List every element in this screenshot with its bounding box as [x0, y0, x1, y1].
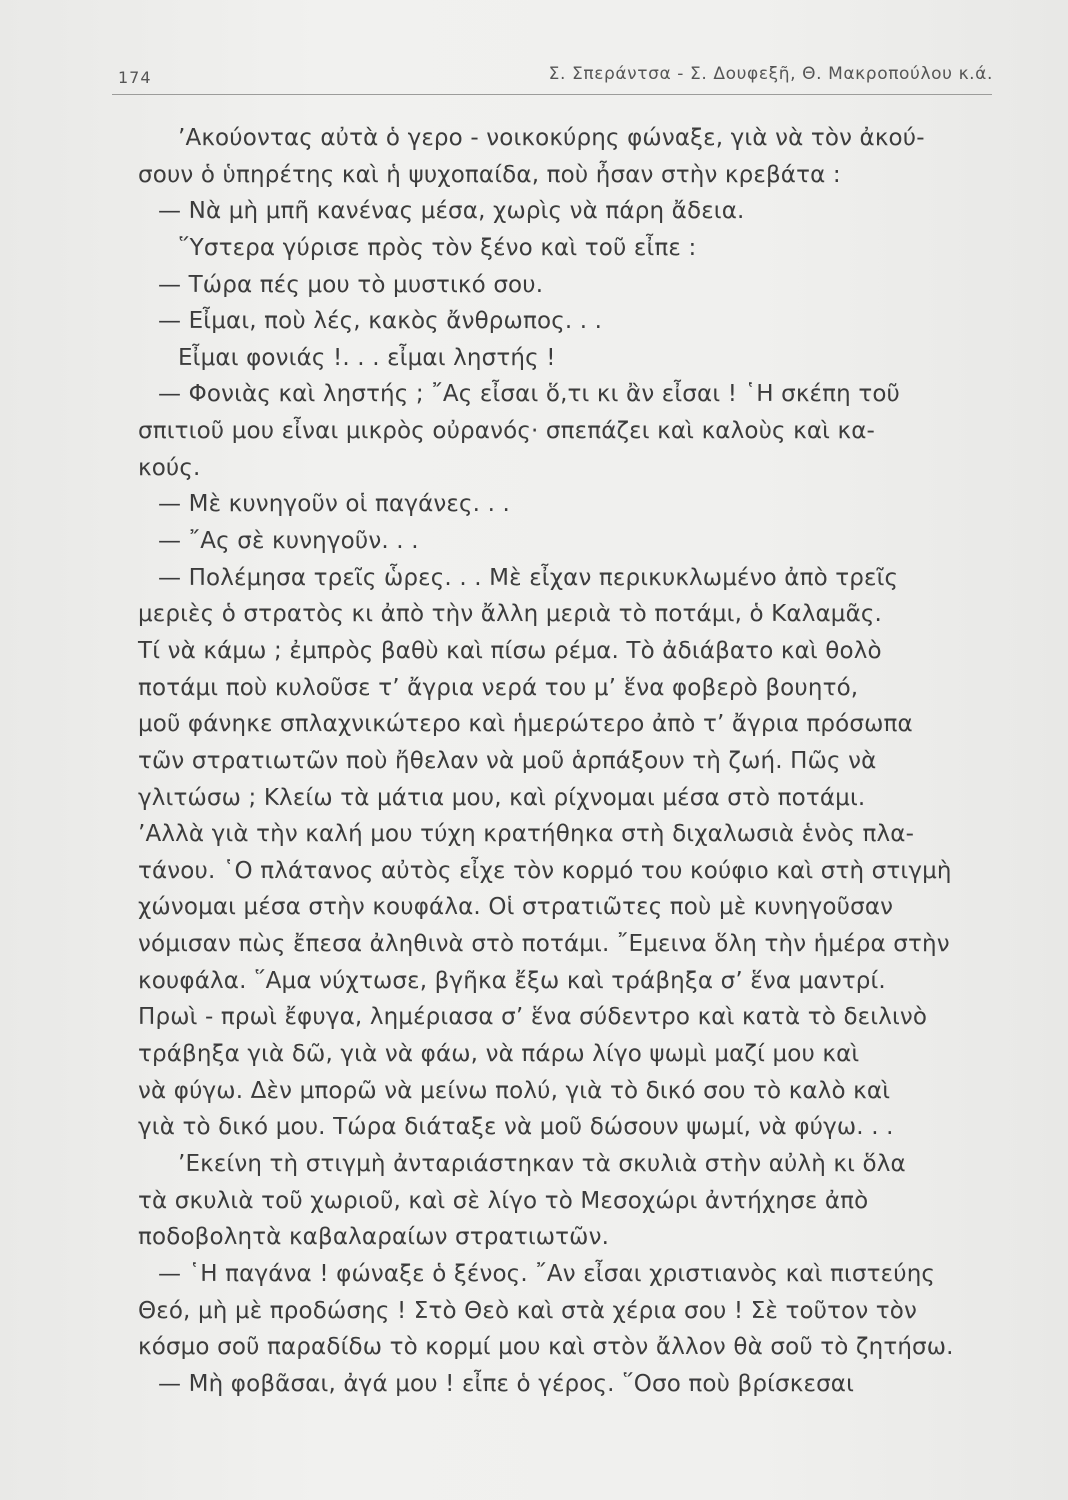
header-rule — [112, 94, 992, 95]
text-line: σουν ὁ ὑπηρέτης καὶ ἡ ψυχοπαίδα, ποὺ ἦσαν στὴν κρεβάτα : — [138, 161, 841, 188]
page-number: 174 — [118, 68, 152, 87]
text-line: τάνου. ῾Ο πλάτανος αὐτὸς εἶχε τὸν κορμό του κούφιο καὶ στὴ στιγμὴ — [138, 857, 952, 884]
text-line: χώνομαι μέσα στὴν κουφάλα. Οἱ στρατιῶτες ποὺ μὲ κυνηγοῦσαν — [138, 894, 894, 921]
text-line: νὰ φύγω. Δὲν μπορῶ νὰ μείνω πολύ, γιὰ τὸ δικό σου τὸ καλὸ καὶ — [138, 1077, 891, 1104]
text-line: κόσμο σοῦ παραδίδω τὸ κορμί μου καὶ στὸν ἄλλον θὰ σοῦ τὸ ζητήσω. — [138, 1334, 954, 1361]
text-line: κούς. — [138, 454, 201, 481]
text-line: — Φονιὰς καὶ ληστής ; ῎Ας εἶσαι ὅ,τι κι ἂν εἶσαι ! ῾Η σκέπη τοῦ — [158, 381, 901, 408]
text-line: Εἶμαι φονιάς !. . . εἶμαι ληστής ! — [178, 344, 556, 371]
body-text — [138, 120, 1008, 1402]
page-header — [118, 60, 993, 94]
text-line: ’Αλλὰ γιὰ τὴν καλή μου τύχη κρατήθηκα στὴ διχαλωσιὰ ἑνὸς πλα- — [138, 821, 915, 848]
text-line: σπιτιοῦ μου εἶναι μικρὸς οὐρανός· σπεπάζει καὶ καλοὺς καὶ κα- — [138, 418, 876, 445]
text-line: μεριὲς ὁ στρατὸς κι ἀπὸ τὴν ἄλλη μεριὰ τὸ ποτάμι, ὁ Καλαμᾶς. — [138, 601, 883, 628]
text-line: ’Εκείνη τὴ στιγμὴ ἀνταριάστηκαν τὰ σκυλιὰ στὴν αὐλὴ κι ὅλα — [178, 1150, 906, 1177]
text-line: — Νὰ μὴ μπῆ κανένας μέσα, χωρὶς νὰ πάρη ἄδεια. — [158, 198, 745, 225]
text-line: ῞Υστερα γύρισε πρὸς τὸν ξένο καὶ τοῦ εἶπε : — [178, 234, 697, 261]
text-line: τῶν στρατιωτῶν ποὺ ἤθελαν νὰ μοῦ ἁρπάξουν τὴ ζωή. Πῶς νὰ — [138, 747, 877, 774]
running-head: Σ. Σπεράντσα - Σ. Δουφεξῆ, Θ. Μακροπούλου κ.ά. — [548, 64, 993, 84]
text-line: — Μὲ κυνηγοῦν οἱ παγάνες. . . — [158, 491, 510, 518]
text-line: κουφάλα. ῞Αμα νύχτωσε, βγῆκα ἔξω καὶ τράβηξα σ’ ἕνα μαντρί. — [138, 967, 886, 994]
text-line: γλιτώσω ; Κλείω τὰ μάτια μου, καὶ ρίχνομαι μέσα στὸ ποτάμι. — [138, 784, 866, 811]
text-line: τράβηξα γιὰ δῶ, γιὰ νὰ φάω, νὰ πάρω λίγο ψωμὶ μαζί μου καὶ — [138, 1041, 860, 1068]
text-line: — Μὴ φοβᾶσαι, ἀγά μου ! εἶπε ὁ γέρος. ῞Οσο ποὺ βρίσκεσαι — [158, 1370, 855, 1397]
text-line: νόμισαν πὼς ἔπεσα ἀληθινὰ στὸ ποτάμι. ῎Εμεινα ὅλη τὴν ἡμέρα στὴν — [138, 931, 950, 958]
text-line: ποτάμι ποὺ κυλοῦσε τ’ ἄγρια νερά του μ’ ἕνα φοβερὸ βουητό, — [138, 674, 859, 701]
text-line: ποδοβολητὰ καβαλαραίων στρατιωτῶν. — [138, 1224, 610, 1251]
text-line: — ῎Ας σὲ κυνηγοῦν. . . — [158, 528, 419, 555]
text-line: Πρωὶ - πρωὶ ἔφυγα, λημέριασα σ’ ἕνα σύδεντρο καὶ κατὰ τὸ δειλινὸ — [138, 1004, 928, 1031]
text-line: τὰ σκυλιὰ τοῦ χωριοῦ, καὶ σὲ λίγο τὸ Μεσοχώρι ἀντήχησε ἀπὸ — [138, 1187, 869, 1214]
text-line: — Εἶμαι, ποὺ λές, κακὸς ἄνθρωπος. . . — [158, 308, 603, 335]
text-line: μοῦ φάνηκε σπλαχνικώτερο καὶ ἡμερώτερο ἀπὸ τ’ ἄγρια πρόσωπα — [138, 711, 913, 738]
text-line: — ῾Η παγάνα ! φώναξε ὁ ξένος. ῎Αν εἶσαι χριστιανὸς καὶ πιστεύης — [158, 1260, 936, 1287]
text-line: — Πολέμησα τρεῖς ὧρες. . . Μὲ εἶχαν περικυκλωμένο ἀπὸ τρεῖς — [158, 564, 899, 591]
text-line: — Τώρα πές μου τὸ μυστικό σου. — [158, 271, 544, 298]
text-line: Τί νὰ κάμω ; ἐμπρὸς βαθὺ καὶ πίσω ρέμα. Τὸ ἀδιάβατο καὶ θολὸ — [138, 637, 882, 664]
text-line: ’Ακούοντας αὐτὰ ὁ γερο - νοικοκύρης φώναξε, γιὰ νὰ τὸν ἀκού- — [178, 125, 925, 151]
text-line: γιὰ τὸ δικό μου. Τώρα διάταξε νὰ μοῦ δώσουν ψωμί, νὰ φύγω. . . — [138, 1114, 894, 1141]
text-line: Θεό, μὴ μὲ προδώσης ! Στὸ Θεὸ καὶ στὰ χέρια σου ! Σὲ τοῦτον τὸν — [138, 1297, 918, 1324]
